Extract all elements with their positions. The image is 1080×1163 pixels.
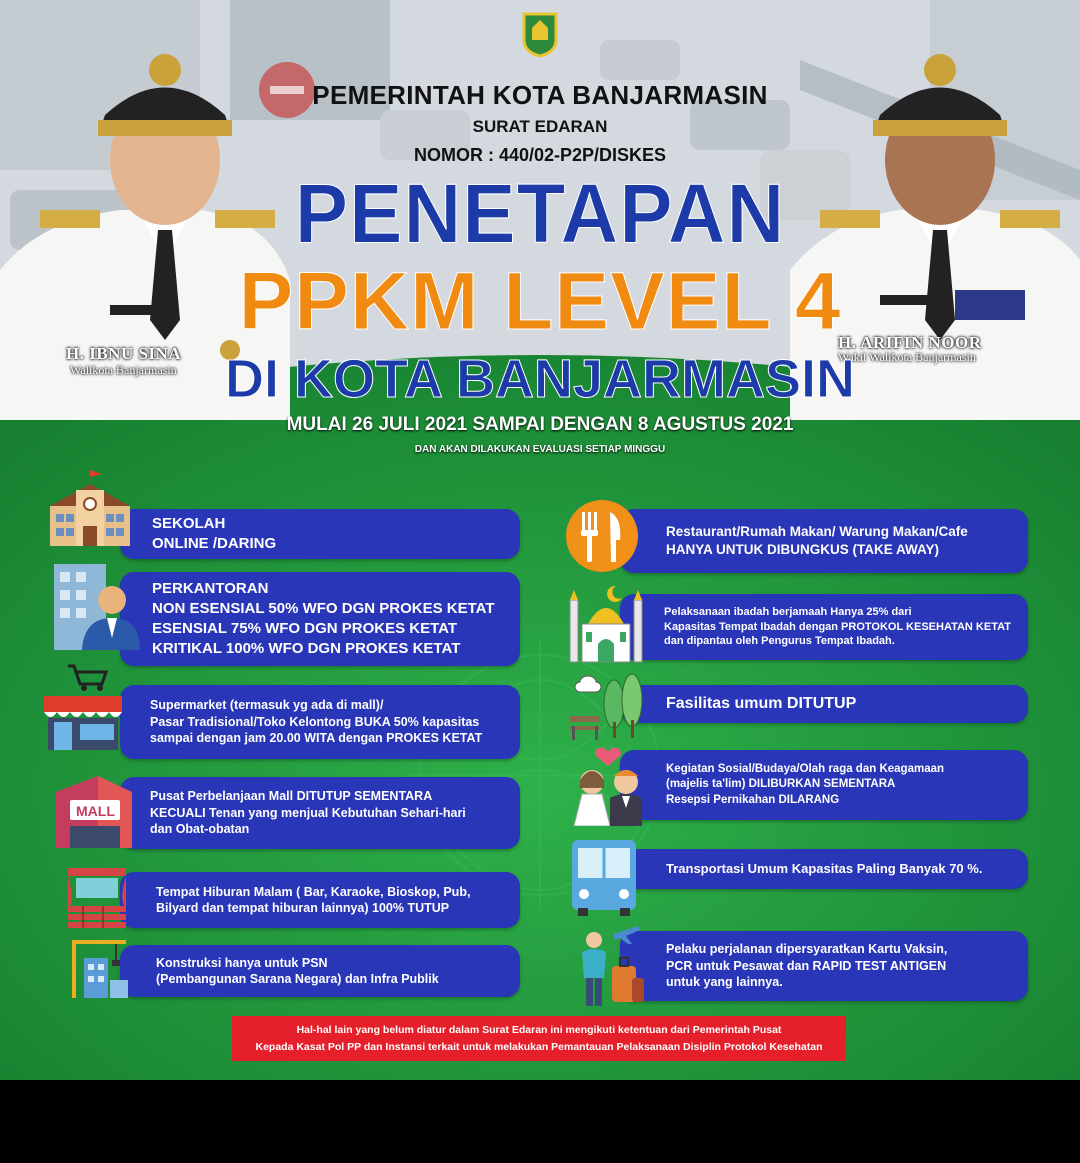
rule-line: Bilyard dan tempat hiburan lainnya) 100% TUTUP (156, 901, 450, 915)
rule-line: (Pembangunan Sarana Negara) dan Infra Publik (156, 972, 439, 986)
rule-line: HANYA UNTUK DIBUNGKUS (TAKE AWAY) (666, 542, 940, 557)
park-icon (566, 664, 646, 744)
rule-line: KECUALI Tenan yang menjual Kebutuhan Sehari-hari (150, 805, 466, 820)
bus-icon (568, 838, 640, 916)
svg-text:MALL: MALL (76, 803, 115, 819)
rule-line: untuk yang lainnya. (666, 975, 783, 990)
rule-line: Restaurant/Rumah Makan/ Warung Makan/Cafe (666, 524, 968, 540)
government-title: PEMERINTAH KOTA BANJARMASIN (312, 80, 768, 110)
supermarket-icon (40, 660, 126, 754)
rule-line: Fasilitas umum DITUTUP (666, 695, 857, 713)
rule-social-activities (620, 750, 1028, 820)
official-right-title: Wakil Walikota Banjarmasin (838, 350, 976, 364)
rule-school (120, 509, 520, 559)
headline-ppkm-level: PPKM LEVEL 4 (238, 256, 842, 347)
rule-line: Konstruksi hanya untuk PSN (156, 955, 328, 970)
footer-note (232, 1016, 846, 1061)
school-icon (44, 466, 136, 548)
rule-line: ONLINE /DARING (152, 535, 277, 552)
mall-icon (48, 770, 140, 852)
wedding-icon (570, 742, 646, 826)
official-left-title: Walikota Banjarmasin (70, 363, 177, 377)
period-text: MULAI 26 JULI 2021 SAMPAI DENGAN 8 AGUSTUS 2021 (286, 414, 794, 435)
rule-line: Pelaku perjalanan dipersyaratkan Kartu Vaksin, (666, 942, 948, 957)
rule-line: Transportasi Umum Kapasitas Paling Banyak 70 %. (666, 861, 983, 877)
circular-number: NOMOR : 440/02-P2P/DISKES (413, 145, 667, 165)
rule-line: Kapasitas Tempat Ibadah dengan PROTOKOL KESEHATAN KETAT (664, 620, 1011, 633)
rule-line: Pasar Tradisional/Toko Kelontong BUKA 50% kapasitas (150, 714, 480, 729)
rule-line: Kegiatan Sosial/Budaya/Olah raga dan Keagamaan (666, 763, 945, 776)
rule-office (120, 572, 520, 666)
rule-line: Pusat Perbelanjaan Mall DITUTUP SEMENTARA (150, 789, 433, 804)
rule-public-facilities (620, 685, 1028, 723)
rule-line: KRITIKAL 100% WFO DGN PROKES KETAT (152, 639, 461, 657)
rule-line: dan Obat-obatan (150, 822, 250, 837)
rule-line: PERKANTORAN (152, 580, 269, 598)
construction-icon (66, 936, 130, 1000)
rule-line: SEKOLAH (152, 515, 226, 533)
rule-travelers (620, 931, 1028, 1001)
rule-public-transport (620, 849, 1028, 889)
city-emblem-icon (520, 10, 560, 58)
office-icon (50, 560, 142, 656)
rule-line: (majelis ta'lim) DILIBURKAN SEMENTARA (666, 778, 896, 791)
circular-title: SURAT EDARAN (472, 117, 608, 136)
footer-line: Kepada Kasat Pol PP dan Instansi terkait untuk melakukan Pemantauan Pelaksanaan Disiplin Protokol Kesehatan (255, 1040, 823, 1053)
rule-line: ESENSIAL 75% WFO DGN PROKES KETAT (152, 620, 458, 637)
traveler-icon (574, 922, 644, 1008)
rule-construction (120, 945, 520, 997)
rule-worship (620, 594, 1028, 660)
rule-line: dan dipantau oleh Pengurus Tempat Ibadah. (664, 635, 895, 648)
footer-line: Hal-hal lain yang belum diatur dalam Surat Edaran ini mengikuti ketentuan dari Pemerintah Pusat (296, 1024, 782, 1037)
rule-line: Pelaksanaan ibadah berjamaah Hanya 25% dari (664, 606, 912, 619)
official-right-name: H. ARIFIN NOOR (838, 333, 982, 352)
rule-line: sampai dengan jam 20.00 WITA dengan PROKES KETAT (150, 731, 483, 746)
rule-line: Resepsi Pernikahan DILARANG (666, 793, 840, 806)
rule-mall (120, 777, 520, 849)
rule-line: NON ESENSIAL 50% WFO DGN PROKES KETAT (152, 600, 495, 618)
nightlife-icon (64, 866, 130, 928)
restaurant-icon (564, 498, 640, 574)
rule-line: Tempat Hiburan Malam ( Bar, Karaoke, Bioskop, Pub, (156, 884, 471, 899)
official-left-name: H. IBNU SINA (66, 344, 182, 363)
headline-penetapan: PENETAPAN (294, 166, 786, 261)
mosque-icon (566, 584, 646, 664)
rule-line: PCR untuk Pesawat dan RAPID TEST ANTIGEN (666, 958, 947, 973)
rule-restaurant (620, 509, 1028, 573)
rule-line: Supermarket (termasuk yg ada di mall)/ (150, 698, 384, 713)
evaluation-note: DAN AKAN DILAKUKAN EVALUASI SETIAP MINGGU (414, 444, 666, 455)
rule-nightlife (120, 872, 520, 928)
headline-city: DI KOTA BANJARMASIN (225, 349, 855, 409)
rule-supermarket (120, 685, 520, 759)
